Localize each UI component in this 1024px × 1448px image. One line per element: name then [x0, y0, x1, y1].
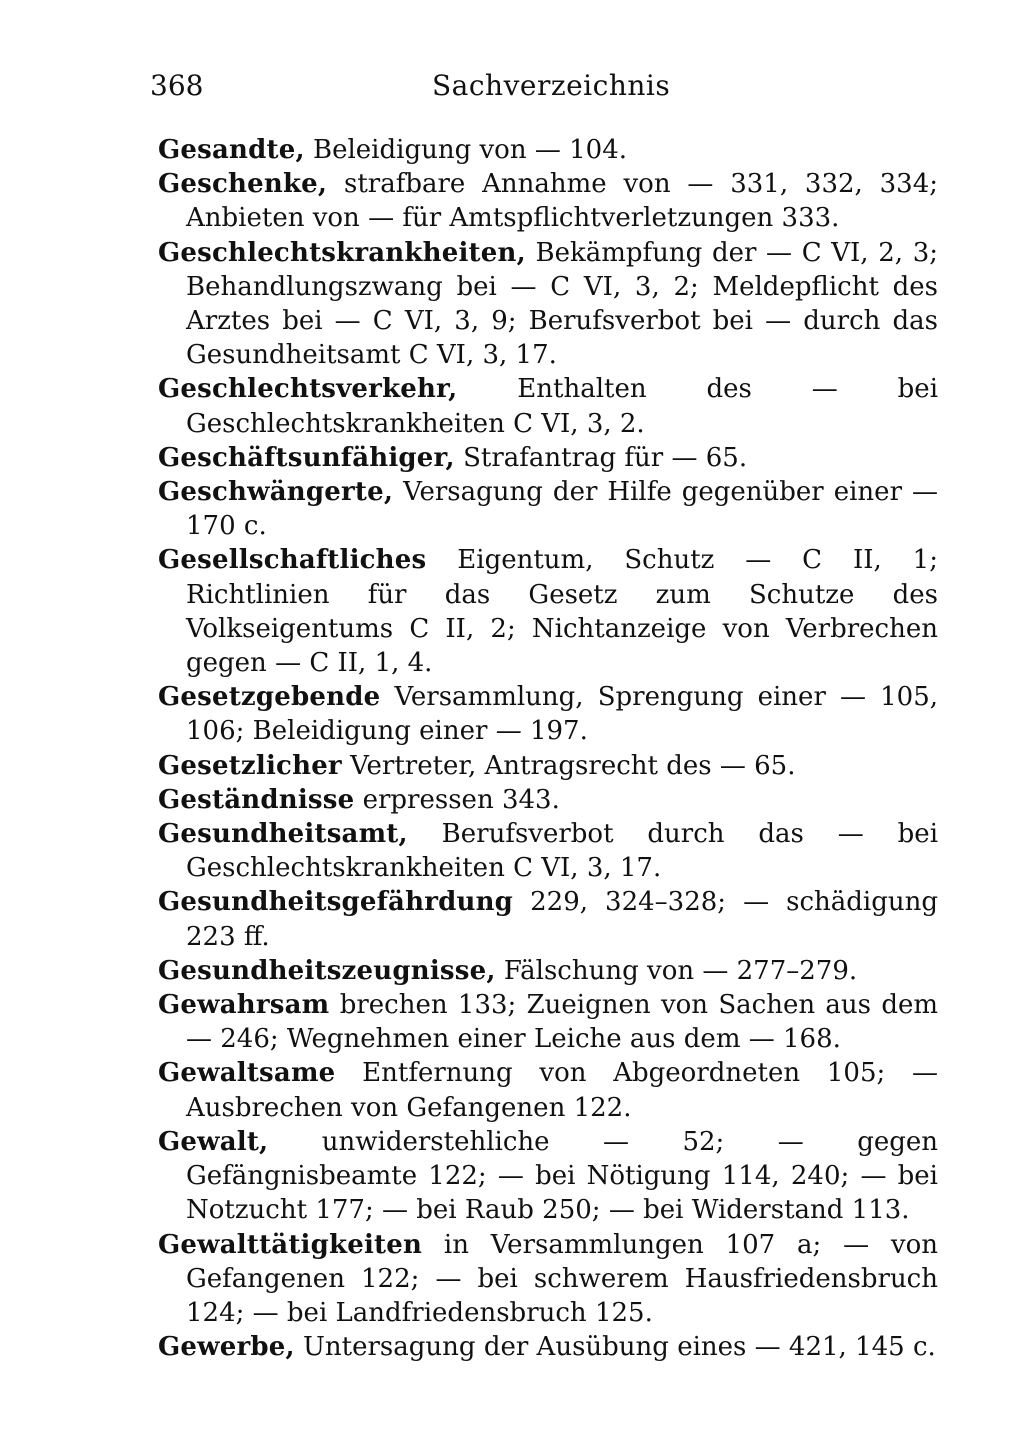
entry-term: Gewaltsame [158, 1058, 336, 1089]
index-entry [158, 783, 938, 817]
entry-text: Bekämpfung der — C VI, 2, 3; Behandlungszwang bei — C VI, 3, 2; Meldepflicht des Arztes bei — C VI, 3, 9; Berufsverbot bei — durch das Gesundheitsamt C VI, 3, 17. [186, 237, 938, 371]
index-entries [158, 133, 938, 1364]
entry-text: Vertreter, Antragsrecht des — 65. [350, 750, 796, 781]
entry-text: Eigentum, Schutz — C II, 1; Richtlinien für das Gesetz zum Schutze des Volkseigentums C II, 2; Nichtanzeige von Verbrechen gegen — C II, 1, 4. [186, 545, 938, 679]
index-entry [158, 954, 938, 988]
entry-text: Berufsverbot durch das — bei Geschlechtskrankheiten C VI, 3, 17. [186, 819, 939, 884]
index-entry [158, 1228, 938, 1331]
index-entry [158, 1125, 938, 1228]
entry-term: Geschenke, [158, 169, 328, 200]
entry-term: Geschlechtsverkehr, [158, 374, 458, 405]
index-entry [158, 372, 938, 440]
index-entry [158, 988, 938, 1056]
index-entry [158, 167, 938, 235]
entry-term: Gewahrsam [158, 990, 330, 1021]
entry-text: in Versammlungen 107 a; — von Gefangenen 122; — bei schwerem Hausfriedensbruch 124; — bei Landfriedensbruch 125. [186, 1229, 939, 1328]
entry-text: Strafantrag für — 65. [463, 442, 748, 473]
entry-term: Gesandte, [158, 135, 305, 165]
entry-text: Versagung der Hilfe gegenüber einer — 170 c. [186, 477, 938, 542]
index-entry [158, 236, 938, 373]
entry-term: Gesundheitszeugnisse, [158, 955, 496, 986]
index-entry [158, 680, 938, 748]
entry-term: Gesetzlicher [158, 750, 342, 781]
entry-text: Enthalten des — bei Geschlechtskrankheiten C VI, 3, 2. [186, 374, 939, 439]
index-entry [158, 749, 938, 783]
index-entry [158, 543, 938, 680]
entry-text: Untersagung der Ausübung eines — 421, 145 c. [303, 1332, 936, 1363]
index-entry [158, 475, 938, 543]
entry-term: Geschlechtskrankheiten, [158, 237, 526, 268]
entry-text: Beleidigung von — 104. [312, 135, 628, 165]
entry-text: Fälschung von — 277–279. [503, 955, 858, 986]
entry-term: Geständnisse [158, 784, 355, 815]
entry-text: strafbare Annahme von — 331, 332, 334; Anbieten von — für Amtspflichtverletzungen 333. [186, 169, 939, 234]
index-entry [158, 885, 938, 953]
entry-term: Gesetzgebende [158, 682, 381, 713]
index-entry [158, 1330, 938, 1364]
index-entry [158, 1056, 938, 1124]
index-entry [158, 133, 938, 167]
entry-text: brechen 133; Zueignen von Sachen aus dem — 246; Wegnehmen einer Leiche aus dem — 168. [186, 990, 939, 1055]
entry-term: Gesundheitsgefährdung [158, 887, 514, 918]
entry-term: Geschäftsunfähiger, [158, 442, 455, 473]
entry-term: Gesellschaftliches [158, 545, 427, 576]
entry-text: unwiderstehliche — 52; — gegen Gefängnisbeamte 122; — bei Nötigung 114, 240; — bei Notzucht 177; — bei Raub 250; — bei Widerstand 113. [186, 1126, 938, 1226]
entry-text: erpressen 343. [362, 784, 560, 815]
running-head: Sachverzeichnis [432, 69, 671, 102]
page-number: 368 [150, 69, 204, 102]
entry-text: Entfernung von Abgeordneten 105; — Ausbrechen von Gefangenen 122. [186, 1058, 938, 1123]
entry-term: Gewalt, [158, 1126, 269, 1157]
entry-term: Gewerbe, [158, 1332, 295, 1363]
entry-term: Gewalttätigkeiten [158, 1229, 423, 1260]
index-entry [158, 817, 938, 885]
entry-text: 229, 324–328; — schädigung 223 ff. [186, 887, 939, 952]
entry-text: Versammlung, Sprengung einer — 105, 106; Beleidigung einer — 197. [186, 682, 939, 747]
entry-term: Gesundheitsamt, [158, 819, 408, 850]
entry-term: Geschwängerte, [158, 477, 394, 508]
page-header [150, 66, 936, 106]
index-entry [158, 441, 938, 475]
